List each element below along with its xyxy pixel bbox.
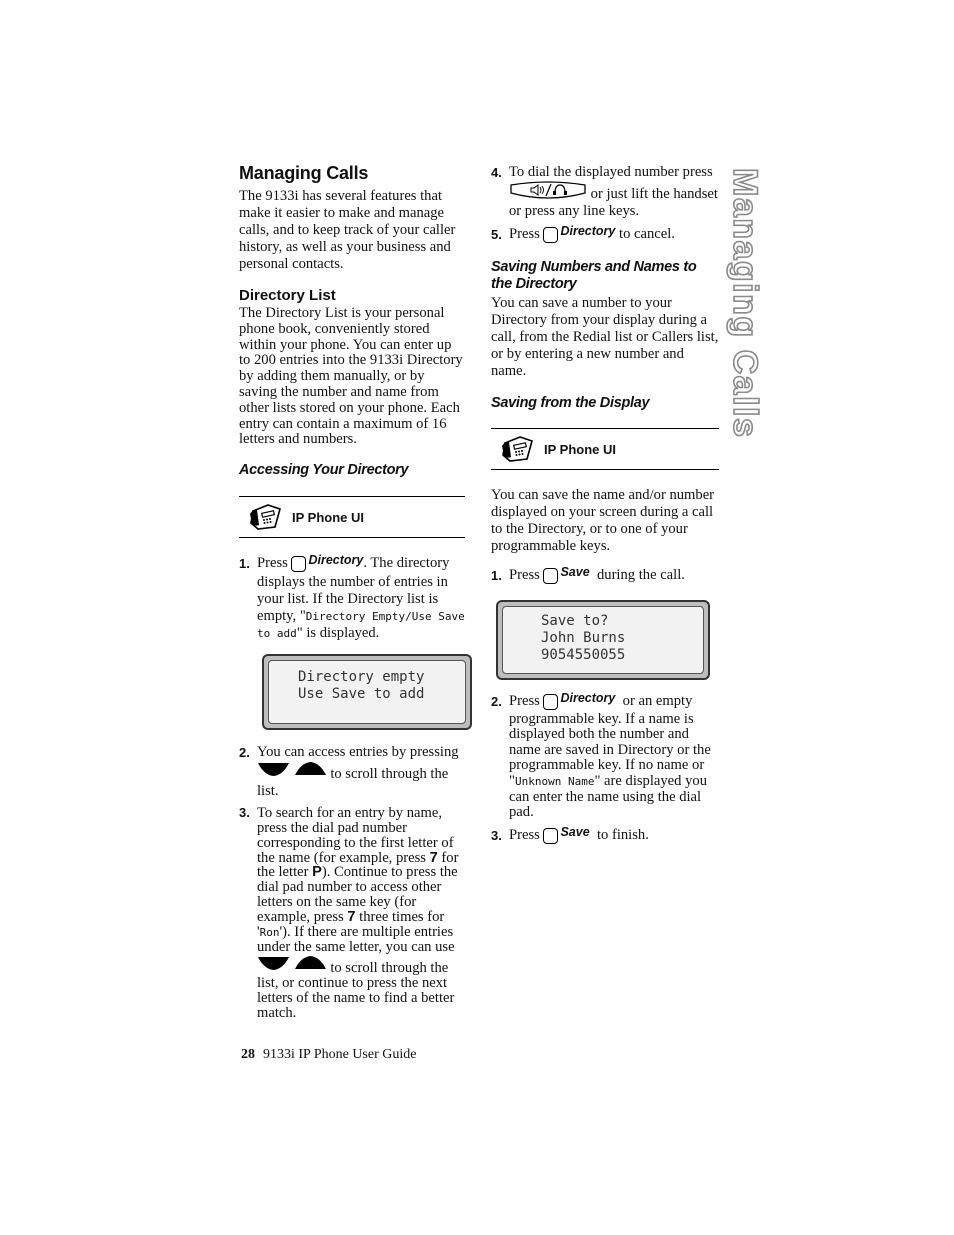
step-number: 5. <box>491 227 502 242</box>
step-1 <box>239 555 465 730</box>
step-text: Press <box>509 226 540 242</box>
step-text: Press <box>257 555 288 572</box>
saving-from-display-heading: Saving from the Display <box>491 395 650 411</box>
softkey-label: Directory <box>308 553 364 568</box>
up-arrow-key-icon[interactable] <box>294 955 327 971</box>
step-number: 4. <box>491 165 502 180</box>
side-tab <box>726 168 766 438</box>
step-text: Press <box>509 693 540 709</box>
directory-softkey[interactable] <box>543 691 616 712</box>
step-number: 2. <box>491 694 502 709</box>
step-5 <box>491 226 719 245</box>
step-text: To dial the displayed number press <box>509 164 713 180</box>
ip-phone-ui-bar <box>491 428 719 470</box>
section-title: Managing Calls <box>239 163 369 183</box>
softkey-label: Directory <box>560 691 616 705</box>
phone-icon <box>248 503 282 531</box>
step-text: You can access entries by pressing <box>257 744 459 761</box>
softkey-label: Directory <box>560 224 616 238</box>
step-4 <box>491 164 719 220</box>
right-column <box>491 160 719 852</box>
step-text: '). If there are multiple entries under the same letter, you can use <box>257 923 455 956</box>
directory-softkey[interactable] <box>291 553 364 574</box>
phone-icon <box>500 435 534 463</box>
step-number: 3. <box>239 805 250 821</box>
step-text: to scroll through the list, or continue to press the next letters of the name to find a better match. <box>257 960 455 1021</box>
softkey-button-icon <box>543 568 558 584</box>
lcd-display-save-to <box>496 600 710 680</box>
step-text: to finish. <box>596 826 649 843</box>
step-number: 1. <box>239 556 250 572</box>
softkey-button-icon <box>543 828 558 844</box>
display-message: Unknown Name <box>514 774 595 788</box>
step-text: to scroll through the list. <box>257 766 449 800</box>
step-number: 1. <box>491 568 502 583</box>
dial-steps <box>491 164 719 245</box>
display-message: Directory Empty/Use Save to add <box>257 610 465 641</box>
save-step-2 <box>491 691 719 821</box>
step-number: 2. <box>239 745 250 761</box>
up-arrow-key-icon[interactable] <box>294 761 327 777</box>
step-text: or an empty programmable key. If a name is displayed both the number and name are saved in Directory or the programmable key. If no name or " <box>509 693 711 789</box>
softkey-label: Save <box>560 824 590 839</box>
side-tab-text: Managing Calls <box>726 168 764 438</box>
ip-phone-ui-bar <box>239 496 465 538</box>
step-text: Press <box>509 567 540 583</box>
guide-title: 9133i IP Phone User Guide <box>263 1047 417 1062</box>
step-2 <box>239 744 465 800</box>
save-steps <box>491 567 719 586</box>
step-text: or just lift the handset or press any line keys. <box>509 186 718 219</box>
lcd-line: Save to? <box>541 613 609 629</box>
save-softkey[interactable] <box>543 565 590 586</box>
step-text: ). Continue to press the dial pad number to access other letters on the same key (for example, press <box>257 864 458 925</box>
step-3 <box>239 806 465 1020</box>
saving-numbers-heading: Saving Numbers and Names to the Directory <box>491 259 697 292</box>
saving-numbers-paragraph: You can save a number to your Directory from your display during a call, from the Redial list or Callers list, or by entering a new number and name. <box>491 295 719 379</box>
page-number: 28 <box>241 1047 255 1062</box>
intro-paragraph: The 9133i has several features that make it easier to make and manage calls, and to keep track of your caller history, as well as your business and personal contacts. <box>239 188 456 272</box>
softkey-label: Save <box>560 565 590 579</box>
step-text: " are displayed you can enter the name using the dial pad. <box>509 772 707 821</box>
key-label: 7 <box>429 849 438 866</box>
directory-softkey[interactable] <box>543 224 616 245</box>
save-softkey[interactable] <box>543 824 590 846</box>
left-column <box>239 160 465 1026</box>
lcd-display-empty <box>262 654 472 730</box>
directory-list-paragraph: The Directory List is your personal phone book, conveniently stored within your phone. You can enter up to 200 entries into the 9133i Directory by adding them manually, or by saving the number and name from other lists stored on your phone. Each entry can contain a maximum of 16 letters and numbers. <box>239 305 463 448</box>
save-step-1 <box>491 567 719 586</box>
key-label: P <box>312 864 322 881</box>
step-number: 3. <box>491 827 502 843</box>
directory-list-heading: Directory List <box>239 287 336 304</box>
softkey-button-icon <box>543 694 558 710</box>
step-text: To search for an entry by name, press the dial pad number corresponding to the first letter of the name (for example, press <box>257 805 454 866</box>
step-text: for the letter <box>257 849 459 881</box>
lcd-line: Use Save to add <box>298 686 425 703</box>
step-text: three times for ' <box>257 908 445 940</box>
step-text: Press <box>509 826 540 843</box>
down-arrow-key-icon[interactable] <box>257 955 290 971</box>
speaker-headset-key-icon[interactable] <box>509 181 587 201</box>
step-text: during the call. <box>596 567 685 583</box>
step-text: to cancel. <box>619 226 675 242</box>
step-text: . The directory displays the number of entries in your list. If the Directory list is empty, " <box>257 555 450 625</box>
lcd-line: Directory empty <box>298 669 425 686</box>
accessing-directory-heading: Accessing Your Directory <box>239 462 409 479</box>
down-arrow-key-icon[interactable] <box>257 761 290 777</box>
save-step-3 <box>491 824 719 846</box>
step-text: " is displayed. <box>296 625 380 642</box>
lcd-line: John Burns <box>541 630 626 646</box>
softkey-button-icon <box>543 227 558 243</box>
key-label: 7 <box>347 908 356 925</box>
save-steps-continued <box>491 691 719 846</box>
lcd-line: 9054550055 <box>541 647 626 663</box>
softkey-button-icon <box>291 556 306 572</box>
display-message: Ron <box>259 925 280 939</box>
saving-from-display-paragraph: You can save the name and/or number displayed on your screen during a call to the Directory, or to one of your programmable keys. <box>491 487 715 554</box>
page-footer <box>241 1046 416 1063</box>
ip-phone-ui-label: IP Phone UI <box>544 441 616 457</box>
ip-phone-ui-label: IP Phone UI <box>292 509 364 525</box>
access-steps <box>239 555 465 1020</box>
